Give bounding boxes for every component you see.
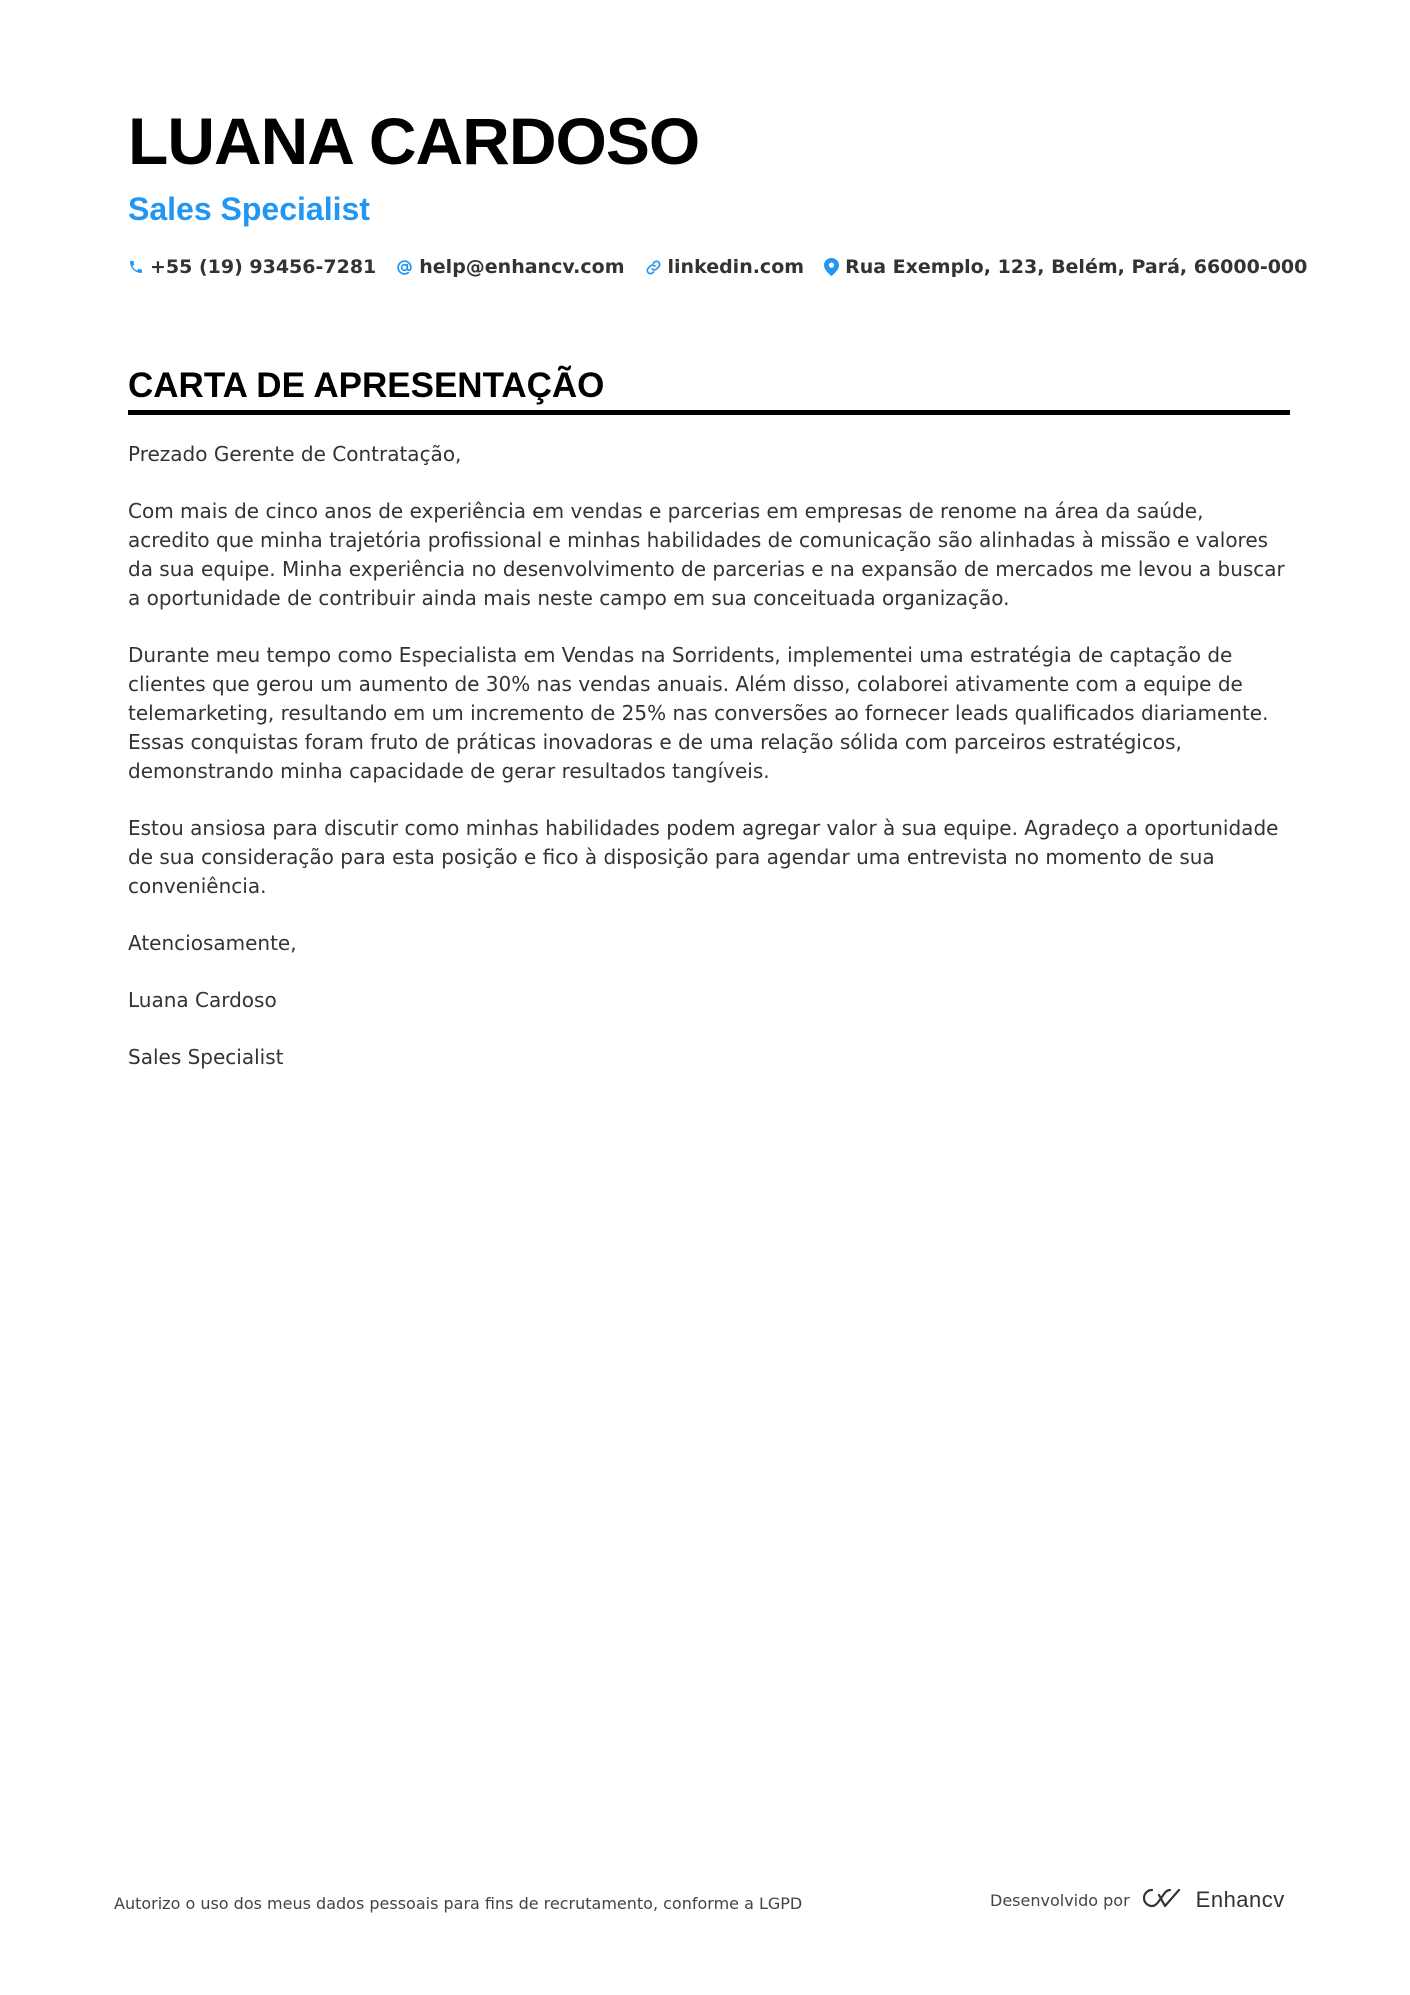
contact-email[interactable] bbox=[396, 256, 624, 278]
letter-salutation: Prezado Gerente de Contratação, bbox=[128, 442, 462, 466]
section-title: CARTA DE APRESENTAÇÃO bbox=[128, 366, 605, 405]
powered-by-label: Desenvolvido por bbox=[990, 1890, 1130, 1910]
contact-phone-text: +55 (19) 93456-7281 bbox=[150, 256, 377, 278]
letter-body bbox=[128, 440, 1290, 1100]
letter-closing: Atenciosamente, bbox=[128, 931, 297, 955]
contact-phone[interactable] bbox=[128, 256, 376, 278]
candidate-name: LUANA CARDOSO bbox=[128, 104, 700, 178]
contact-email-text: help@enhancv.com bbox=[419, 256, 625, 278]
at-icon bbox=[396, 259, 413, 276]
contact-address-text: Rua Exemplo, 123, Belém, Pará, 66000-000 bbox=[845, 256, 1308, 278]
contact-linkedin[interactable] bbox=[645, 256, 805, 278]
candidate-title: Sales Specialist bbox=[128, 191, 370, 227]
contact-linkedin-text: linkedin.com bbox=[667, 256, 805, 278]
location-pin-icon bbox=[824, 258, 839, 276]
letter-paragraph-1: Com mais de cinco anos de experiência em vendas e parcerias em empresas de renome na área da saúde, acredito que minha trajetória profissional e minhas habilidades de comunicação são alinhadas à missão e valores da sua equipe. Minha experiência no desenvolvimento de parcerias e na expansão de mercados me levou a buscar a oportunidade de contribuir ainda mais neste campo em sua conceituada organização. bbox=[128, 499, 1285, 610]
footer-brand[interactable] bbox=[990, 1886, 1285, 1914]
footer-consent: Autorizo o uso dos meus dados pessoais para fins de recrutamento, conforme a LGPD bbox=[114, 1894, 803, 1913]
signature-title: Sales Specialist bbox=[128, 1045, 284, 1069]
letter-paragraph-2: Durante meu tempo como Especialista em Vendas na Sorridents, implementei uma estratégia de captação de clientes que gerou um aumento de 30% nas vendas anuais. Além disso, colaborei ativamente com a equipe de telemarketing, resultando em um incremento de 25% nas conversões ao fornecer leads qualificados diariamente. Essas conquistas foram fruto de práticas inovadoras e de uma relação sólida com parceiros estratégicos, demonstrando minha capacidade de gerar resultados tangíveis. bbox=[128, 643, 1269, 783]
contact-bar bbox=[128, 256, 1307, 278]
contact-address bbox=[824, 256, 1307, 278]
phone-icon bbox=[128, 259, 144, 275]
section-divider bbox=[128, 410, 1290, 415]
enhancv-logo-icon bbox=[1140, 1886, 1186, 1914]
letter-paragraph-3: Estou ansiosa para discutir como minhas habilidades podem agregar valor à sua equipe. Agradeço a oportunidade de sua consideração para esta posição e fico à disposição para agendar uma entrevista no momento de sua conveniência. bbox=[128, 816, 1279, 898]
signature-name: Luana Cardoso bbox=[128, 988, 277, 1012]
brand-name: Enhancv bbox=[1195, 1887, 1285, 1912]
link-icon bbox=[645, 259, 662, 276]
